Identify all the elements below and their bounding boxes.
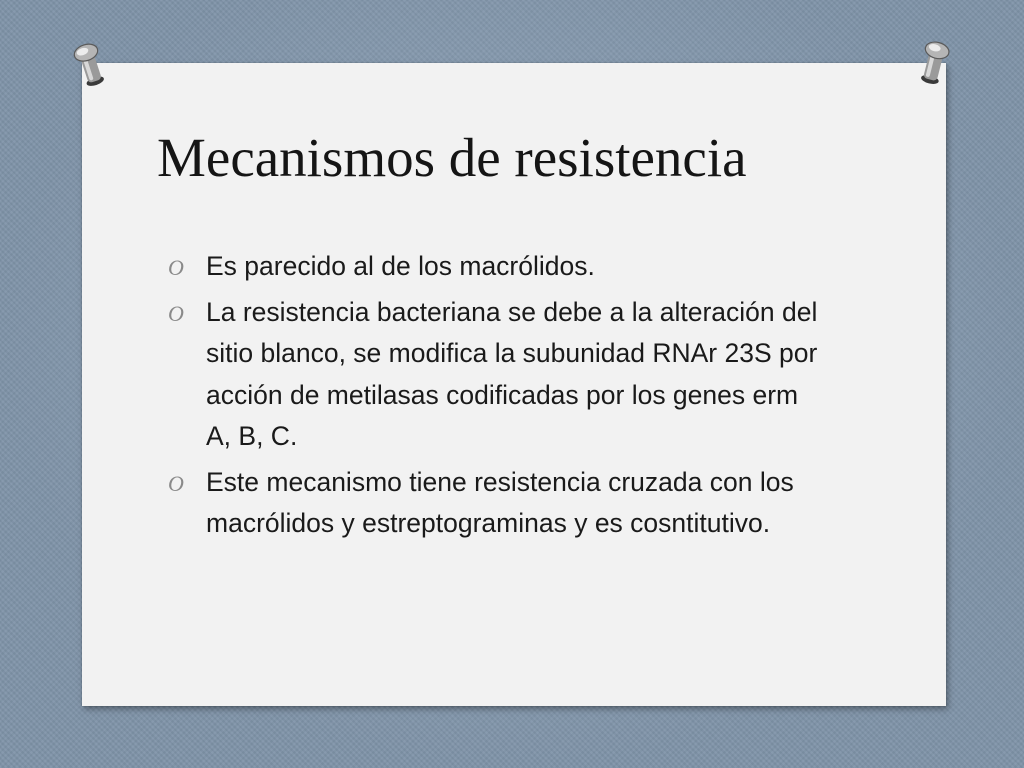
bullet-item [168,462,828,545]
bullet-item [168,292,828,458]
bullet-text: Es parecido al de los macrólidos. [206,251,595,281]
bullet-marker-icon: O [168,470,184,496]
bullet-text: Este mecanismo tiene resistencia cruzada con los macrólidos y estreptograminas y es cosntitutivo. [206,466,794,538]
bullet-marker-icon: O [168,300,184,326]
push-pin-icon [911,36,957,89]
bullet-text: La resistencia bacteriana se debe a la alteración del sitio blanco, se modifica la subunidad RNAr 23S por acción de metilasas codificadas por los genes erm A, B, C. [206,296,818,451]
bullet-list [168,246,828,549]
bullet-item [168,246,828,288]
bullet-marker-icon: O [168,255,184,280]
slide-title: Mecanismos de resistencia [157,127,747,188]
